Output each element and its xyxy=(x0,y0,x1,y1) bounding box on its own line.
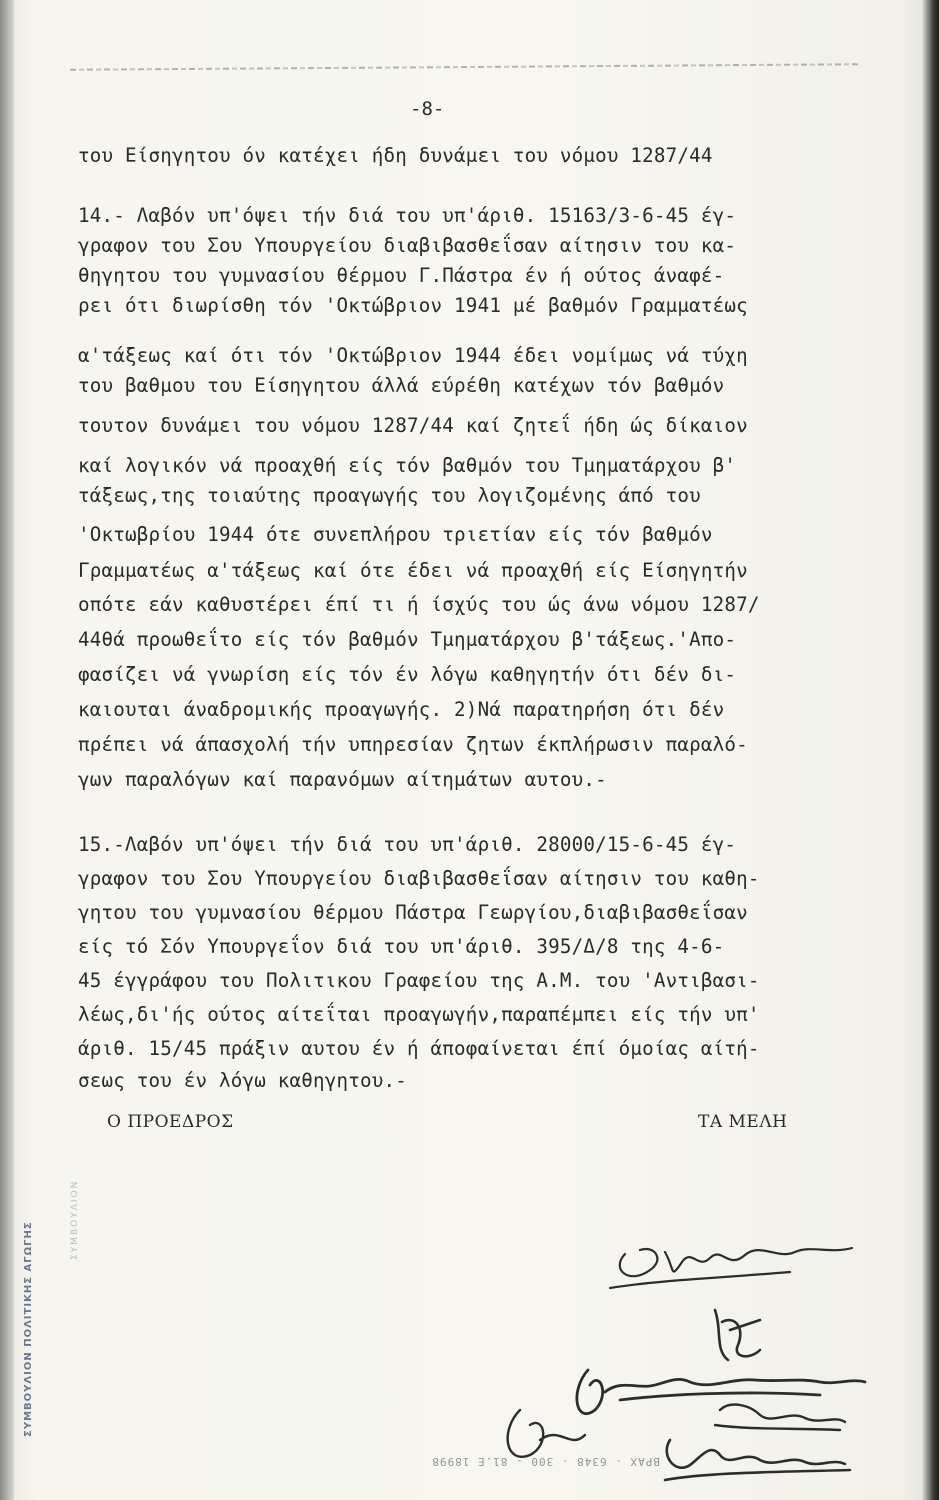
item15-line: άριθ. 15/45 πράξιν αυτου έν ή άποφαίνεται έπί όμοίας αίτή- xyxy=(78,1037,760,1060)
spine-stamp: ΣΥΜΒΟΥΛΙΟΝ ΠΟΛΙΤΙΚΗΣ ΑΓΩΓΗΣ xyxy=(23,1221,34,1437)
members-label: ΤΑ ΜΕΛΗ xyxy=(698,1112,788,1132)
item14-line: Γραμματέως α'τάξεως καί ότε έδει νά προαχθή είς Είσηγητήν xyxy=(78,559,748,582)
item14-line: καιουται άναδρομικής προαγωγής. 2)Νά παρατηρήση ότι δέν xyxy=(78,698,725,721)
item14-line: φασίζει νά γνωρίση είς τόν έν λόγω καθηγητήν ότι δέν δι- xyxy=(78,663,737,686)
item15-line: γραφον του Σου Υπουργείου διαβιβασθεΐσαν αίτησιν του καθη- xyxy=(78,867,760,890)
item14-line: 14.- Λαβόν υπ'όψει τήν διά του υπ'άριθ. 15163/3-6-45 έγ- xyxy=(78,204,737,227)
signature-2 xyxy=(715,1310,760,1360)
signature-6 xyxy=(665,1440,850,1480)
item15-line: είς τό Σόν Υπουργεΐον διά του υπ'άριθ. 395/Δ/8 της 4-6- xyxy=(78,935,725,958)
item15-line: γητου του γυμνασίου θέρμου Πάστρα Γεωργίου,διαβιβασθεΐσαν xyxy=(78,901,748,924)
printer-stamp: ΒΡΑΧ - 6348 - 300 - 81.Ε 18998 xyxy=(431,1455,660,1468)
item14-line: τάξεως,της τοιαύτης προαγωγής του λογιζομένης άπό του xyxy=(78,484,701,507)
signature-3 xyxy=(577,1370,865,1414)
item15-line: σεως του έν λόγω καθηγητου.- xyxy=(78,1069,408,1092)
item14-line: οπότε εάν καθυστέρει έπί τι ή ίσχύς του ώς άνω νόμου 1287/ xyxy=(78,593,760,616)
item14-line: τουτον δυνάμει του νόμου 1287/44 καί ζητεΐ ήδη ώς δίκαιον xyxy=(78,414,748,437)
page-edge-shadow xyxy=(921,0,939,1500)
top-dashed-rule xyxy=(70,63,860,71)
signature-4 xyxy=(508,1410,585,1457)
item14-line: ρει ότι διωρίσθη τόν 'Οκτώβριον 1941 μέ βαθμόν Γραμματέως xyxy=(78,294,748,317)
intro-line: του Είσηγητου όν κατέχει ήδη δυνάμει του νόμου 1287/44 xyxy=(78,144,713,167)
item14-line: θηγητου του γυμνασίου θέρμου Γ.Πάστρα έν ή ούτος άναφέ- xyxy=(78,264,725,287)
president-label: Ο ΠΡΟΕΔΡΟΣ xyxy=(107,1112,234,1132)
item15-line: 45 έγγράφου του Πολιτικου Γραφείου της Α.Μ. του 'Αντιβασι- xyxy=(78,969,760,992)
item14-line: του βαθμου του Είσηγητου άλλά εύρέθη κατέχων τόν βαθμόν xyxy=(78,374,725,397)
item14-line: 44θά προωθεΐτο είς τόν βαθμόν Τμηματάρχου β'τάξεως.'Απο- xyxy=(78,628,737,651)
item14-line: α'τάξεως καί ότι τόν 'Οκτώβριον 1944 έδει νομίμως νά τύχη xyxy=(78,344,748,367)
signature-1 xyxy=(610,1248,852,1288)
item14-line: γραφον του Σου Υπουργείου διαβιβασθεΐσαν αίτησιν του κα- xyxy=(78,234,737,257)
page-number: -8- xyxy=(410,98,445,120)
item14-line: πρέπει νά άπασχολή τήν υπηρεσίαν ζητων έκπλήρωσιν παραλό- xyxy=(78,733,748,756)
item14-line: γων παραλόγων καί παρανόμων αίτημάτων αυτου.- xyxy=(78,768,607,791)
signature-5 xyxy=(715,1405,845,1430)
item15-line: λέως,δι'ής ούτος αίτεΐται προαγωγήν,παραπέμπει είς τήν υπ' xyxy=(78,1003,760,1026)
item14-line: καί λογικόν νά προαχθή είς τόν βαθμόν του Τμηματάρχου β' xyxy=(78,454,737,477)
side-stamp: ΣΥΜΒΟΥΛΙΟΝ xyxy=(70,1179,80,1260)
item15-line: 15.-Λαβόν υπ'όψει τήν διά του υπ'άριθ. 28000/15-6-45 έγ- xyxy=(78,833,737,856)
item14-line: 'Οκτωβρίου 1944 ότε συνεπλήρου τριετίαν είς τόν βαθμόν xyxy=(78,523,713,546)
binding-edge xyxy=(0,0,14,1500)
